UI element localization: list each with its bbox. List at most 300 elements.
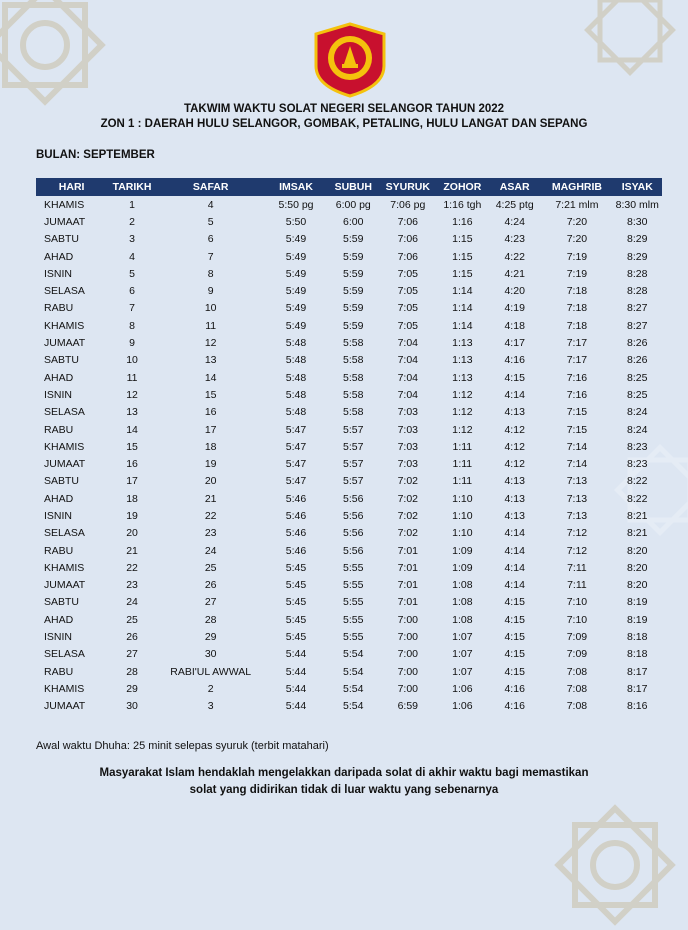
cell-maghrib: 7:19 [566, 250, 588, 263]
col-hari: HARI [36, 178, 107, 196]
cell-asar: 4:20 [504, 285, 525, 298]
table-row [36, 248, 662, 265]
cell-hari: ISNIN [44, 267, 73, 280]
cell-safar: 17 [204, 423, 217, 436]
cell-zohor: 1:14 [452, 319, 473, 332]
month-label: BULAN: SEPTEMBER [36, 149, 155, 161]
cell-tarikh: 7 [129, 302, 135, 315]
cell-asar: 4:24 [504, 215, 525, 228]
cell-safar: 18 [204, 440, 217, 453]
cell-imsak: 5:48 [285, 337, 307, 350]
cell-maghrib: 7:14 [566, 440, 588, 453]
cell-syuruk: 7:02 [397, 492, 418, 505]
cell-zohor: 1:12 [452, 388, 473, 401]
cell-subuh: 5:59 [343, 319, 364, 332]
cell-asar: 4:13 [504, 406, 525, 419]
cell-imsak: 5:48 [285, 388, 307, 401]
cell-subuh: 5:54 [343, 682, 364, 695]
cell-zohor: 1:11 [452, 475, 473, 488]
cell-maghrib: 7:08 [566, 665, 588, 678]
cell-hari: SABTU [44, 354, 80, 367]
cell-hari: SELASA [44, 406, 85, 419]
cell-isyak: 8:25 [627, 388, 648, 401]
cell-safar: 15 [204, 388, 217, 401]
col-isyak: ISYAK [613, 178, 662, 196]
table-row [36, 369, 662, 386]
cell-maghrib: 7:20 [566, 215, 588, 228]
prayer-times-table [36, 178, 662, 715]
cell-hari: KHAMIS [44, 198, 85, 211]
cell-tarikh: 15 [126, 440, 138, 453]
cell-asar: 4:25 ptg [495, 198, 534, 211]
cell-syuruk: 7:03 [397, 423, 418, 436]
cell-asar: 4:15 [504, 648, 525, 661]
table-row [36, 559, 662, 576]
cell-hari: AHAD [44, 492, 74, 505]
cell-safar: 21 [204, 492, 217, 505]
cell-isyak: 8:27 [627, 302, 648, 315]
cell-hari: SABTU [44, 233, 80, 246]
cell-syuruk: 7:00 [397, 631, 418, 644]
cell-hari: SELASA [44, 285, 85, 298]
cell-syuruk: 7:03 [397, 458, 418, 471]
cell-isyak: 8:30 mlm [615, 198, 659, 211]
cell-isyak: 8:30 [627, 215, 648, 228]
cell-zohor: 1:07 [452, 631, 473, 644]
cell-subuh: 5:55 [343, 596, 364, 609]
reminder-message [0, 765, 688, 799]
cell-imsak: 5:49 [285, 250, 307, 263]
cell-syuruk: 7:04 [397, 388, 418, 401]
cell-hari: JUMAAT [44, 700, 86, 713]
table-row [36, 421, 662, 438]
cell-zohor: 1:14 [452, 285, 473, 298]
cell-safar: 24 [204, 544, 217, 557]
cell-tarikh: 18 [126, 492, 138, 505]
cell-asar: 4:14 [504, 544, 525, 557]
cell-maghrib: 7:08 [566, 682, 588, 695]
cell-imsak: 5:44 [285, 665, 307, 678]
cell-imsak: 5:49 [285, 267, 307, 280]
cell-subuh: 5:57 [343, 458, 364, 471]
selangor-crest-logo [310, 22, 390, 98]
cell-syuruk: 7:00 [397, 665, 418, 678]
cell-imsak: 5:46 [285, 509, 307, 522]
table-row [36, 438, 662, 455]
cell-tarikh: 26 [126, 631, 138, 644]
cell-subuh: 5:55 [343, 561, 364, 574]
star-pattern-decoration-bottom-right [520, 790, 688, 930]
table-row [36, 490, 662, 507]
cell-syuruk: 7:01 [397, 579, 418, 592]
table-row [36, 404, 662, 421]
cell-zohor: 1:07 [452, 648, 473, 661]
cell-imsak: 5:45 [285, 613, 307, 626]
cell-isyak: 8:29 [627, 233, 648, 246]
cell-tarikh: 9 [129, 337, 135, 350]
cell-maghrib: 7:16 [566, 388, 588, 401]
cell-isyak: 8:23 [627, 458, 648, 471]
cell-syuruk: 7:06 [397, 250, 418, 263]
table-row [36, 196, 662, 213]
cell-zohor: 1:12 [452, 406, 473, 419]
cell-maghrib: 7:12 [566, 527, 588, 540]
cell-safar: RABI'UL AWWAL [170, 665, 252, 678]
cell-syuruk: 7:02 [397, 527, 418, 540]
table-row [36, 680, 662, 697]
cell-syuruk: 7:03 [397, 406, 418, 419]
cell-asar: 4:12 [504, 423, 525, 436]
table-row [36, 628, 662, 645]
cell-maghrib: 7:18 [566, 302, 588, 315]
table-row [36, 473, 662, 490]
cell-imsak: 5:47 [285, 475, 307, 488]
cell-asar: 4:15 [504, 613, 525, 626]
cell-isyak: 8:26 [627, 337, 648, 350]
cell-zohor: 1:07 [452, 665, 473, 678]
table-row [36, 317, 662, 334]
cell-tarikh: 27 [126, 648, 138, 661]
cell-subuh: 5:58 [343, 371, 364, 384]
cell-isyak: 8:20 [627, 561, 648, 574]
reminder-line-1: Masyarakat Islam hendaklah mengelakkan daripada solat di akhir waktu bagi memastikan [99, 767, 589, 779]
cell-zohor: 1:11 [452, 458, 473, 471]
cell-safar: 6 [207, 233, 214, 246]
table-row [36, 577, 662, 594]
cell-tarikh: 13 [126, 406, 138, 419]
cell-subuh: 5:59 [343, 267, 364, 280]
cell-isyak: 8:24 [627, 406, 648, 419]
cell-imsak: 5:49 [285, 233, 307, 246]
cell-maghrib: 7:16 [566, 371, 588, 384]
zone-subtitle: ZON 1 : DAERAH HULU SELANGOR, GOMBAK, PETALING, HULU LANGAT DAN SEPANG [100, 118, 588, 130]
cell-zohor: 1:14 [452, 302, 473, 315]
reminder-line-2: solat yang didirikan tidak di luar waktu yang sebenarnya [189, 784, 499, 796]
col-safar: SAFAR [157, 178, 265, 196]
cell-asar: 4:15 [504, 631, 525, 644]
cell-imsak: 5:46 [285, 492, 307, 505]
table-row [36, 594, 662, 611]
cell-subuh: 5:55 [343, 631, 364, 644]
cell-subuh: 5:54 [343, 648, 364, 661]
cell-imsak: 5:45 [285, 631, 307, 644]
cell-zohor: 1:08 [452, 596, 473, 609]
cell-safar: 13 [204, 354, 217, 367]
cell-subuh: 5:57 [343, 440, 364, 453]
cell-imsak: 5:49 [285, 319, 307, 332]
cell-zohor: 1:16 [452, 215, 473, 228]
cell-maghrib: 7:21 mlm [555, 198, 599, 211]
cell-tarikh: 22 [126, 561, 138, 574]
cell-safar: 2 [207, 682, 214, 695]
cell-subuh: 5:58 [343, 354, 364, 367]
cell-zohor: 1:10 [452, 492, 473, 505]
cell-tarikh: 14 [126, 423, 138, 436]
cell-subuh: 6:00 [343, 215, 364, 228]
table-row [36, 698, 662, 715]
cell-maghrib: 7:18 [566, 285, 588, 298]
cell-asar: 4:12 [504, 440, 525, 453]
cell-hari: SABTU [44, 596, 80, 609]
cell-asar: 4:15 [504, 371, 525, 384]
cell-hari: JUMAAT [44, 337, 86, 350]
cell-tarikh: 8 [129, 319, 135, 332]
cell-imsak: 5:45 [285, 579, 307, 592]
cell-asar: 4:22 [504, 250, 525, 263]
cell-syuruk: 7:06 [397, 215, 418, 228]
table-row [36, 334, 662, 351]
cell-zohor: 1:12 [452, 423, 473, 436]
cell-tarikh: 24 [126, 596, 138, 609]
cell-subuh: 5:58 [343, 406, 364, 419]
cell-maghrib: 7:20 [566, 233, 588, 246]
cell-isyak: 8:22 [627, 475, 648, 488]
cell-syuruk: 7:00 [397, 682, 418, 695]
cell-subuh: 5:55 [343, 579, 364, 592]
cell-subuh: 5:59 [343, 302, 364, 315]
cell-safar: 30 [204, 648, 217, 661]
dhuha-note: Awal waktu Dhuha: 25 minit selepas syuruk (terbit matahari) [36, 740, 329, 752]
cell-tarikh: 12 [126, 388, 138, 401]
table-row [36, 611, 662, 628]
cell-hari: AHAD [44, 613, 74, 626]
cell-zohor: 1:06 [452, 700, 473, 713]
cell-maghrib: 7:17 [566, 337, 588, 350]
cell-isyak: 8:26 [627, 354, 648, 367]
cell-hari: RABU [44, 423, 74, 436]
col-imsak: IMSAK [265, 178, 328, 196]
cell-tarikh: 6 [129, 285, 135, 298]
cell-hari: SELASA [44, 648, 85, 661]
cell-tarikh: 20 [126, 527, 138, 540]
cell-imsak: 5:45 [285, 596, 307, 609]
cell-safar: 7 [207, 250, 214, 263]
cell-imsak: 5:44 [285, 648, 307, 661]
cell-tarikh: 16 [126, 458, 138, 471]
cell-imsak: 5:48 [285, 371, 307, 384]
cell-asar: 4:16 [504, 354, 525, 367]
cell-subuh: 5:54 [343, 665, 364, 678]
cell-asar: 4:12 [504, 458, 525, 471]
cell-zohor: 1:11 [452, 440, 473, 453]
cell-subuh: 5:54 [343, 700, 364, 713]
cell-syuruk: 7:03 [397, 440, 418, 453]
cell-hari: RABU [44, 544, 74, 557]
cell-safar: 16 [204, 406, 217, 419]
cell-isyak: 8:17 [627, 665, 648, 678]
col-tarikh: TARIKH [107, 178, 157, 196]
cell-subuh: 5:59 [343, 250, 364, 263]
cell-tarikh: 1 [129, 198, 135, 211]
cell-asar: 4:15 [504, 665, 525, 678]
cell-maghrib: 7:15 [566, 423, 588, 436]
cell-maghrib: 7:13 [566, 509, 588, 522]
cell-syuruk: 7:01 [397, 561, 418, 574]
table-row [36, 265, 662, 282]
cell-subuh: 5:56 [343, 527, 364, 540]
cell-imsak: 5:47 [285, 440, 307, 453]
cell-syuruk: 7:06 [397, 233, 418, 246]
cell-imsak: 5:44 [285, 700, 307, 713]
cell-zohor: 1:13 [452, 354, 473, 367]
cell-safar: 19 [204, 458, 217, 471]
cell-safar: 29 [204, 631, 217, 644]
cell-imsak: 5:46 [285, 544, 307, 557]
cell-imsak: 5:44 [285, 682, 307, 695]
cell-isyak: 8:17 [627, 682, 648, 695]
cell-syuruk: 7:04 [397, 371, 418, 384]
star-pattern-decoration-top-right [560, 0, 688, 100]
cell-safar: 20 [204, 475, 217, 488]
cell-syuruk: 7:04 [397, 354, 418, 367]
cell-imsak: 5:48 [285, 406, 307, 419]
cell-asar: 4:14 [504, 388, 525, 401]
cell-maghrib: 7:15 [566, 406, 588, 419]
cell-hari: KHAMIS [44, 319, 85, 332]
table-header-row [36, 178, 662, 196]
cell-imsak: 5:48 [285, 354, 307, 367]
col-asar: ASAR [488, 178, 541, 196]
cell-safar: 5 [207, 215, 214, 228]
cell-zohor: 1:08 [452, 613, 473, 626]
cell-subuh: 5:58 [343, 337, 364, 350]
cell-hari: JUMAAT [44, 458, 86, 471]
cell-tarikh: 2 [129, 215, 135, 228]
cell-asar: 4:14 [504, 579, 525, 592]
cell-safar: 10 [204, 302, 217, 315]
cell-subuh: 5:59 [343, 285, 364, 298]
cell-asar: 4:18 [504, 319, 525, 332]
cell-subuh: 5:57 [343, 423, 364, 436]
cell-safar: 28 [204, 613, 217, 626]
cell-safar: 11 [205, 319, 217, 332]
cell-safar: 27 [204, 596, 217, 609]
cell-isyak: 8:24 [627, 423, 648, 436]
cell-zohor: 1:13 [452, 337, 473, 350]
cell-imsak: 5:50 [285, 215, 307, 228]
cell-safar: 8 [207, 267, 214, 280]
table-row [36, 663, 662, 680]
cell-asar: 4:14 [504, 527, 525, 540]
cell-maghrib: 7:12 [566, 544, 588, 557]
cell-hari: AHAD [44, 371, 74, 384]
cell-zohor: 1:10 [452, 527, 473, 540]
cell-hari: AHAD [44, 250, 74, 263]
cell-isyak: 8:18 [627, 648, 648, 661]
table-row [36, 213, 662, 230]
cell-syuruk: 7:02 [397, 509, 418, 522]
cell-zohor: 1:15 [452, 267, 473, 280]
cell-maghrib: 7:17 [566, 354, 588, 367]
cell-syuruk: 7:00 [397, 648, 418, 661]
cell-tarikh: 4 [129, 250, 135, 263]
cell-asar: 4:21 [504, 267, 525, 280]
cell-maghrib: 7:08 [566, 700, 588, 713]
cell-isyak: 8:16 [627, 700, 648, 713]
table-row [36, 282, 662, 299]
cell-asar: 4:13 [504, 475, 525, 488]
cell-hari: KHAMIS [44, 440, 85, 453]
cell-syuruk: 6:59 [397, 700, 418, 713]
cell-hari: JUMAAT [44, 215, 86, 228]
cell-asar: 4:13 [504, 509, 525, 522]
cell-safar: 9 [207, 285, 214, 298]
table-row [36, 542, 662, 559]
cell-tarikh: 3 [129, 233, 135, 246]
cell-asar: 4:23 [504, 233, 525, 246]
table-row [36, 525, 662, 542]
cell-asar: 4:13 [504, 492, 525, 505]
cell-syuruk: 7:05 [397, 302, 418, 315]
col-zohor: ZOHOR [437, 178, 489, 196]
cell-syuruk: 7:05 [397, 267, 418, 280]
cell-syuruk: 7:02 [397, 475, 418, 488]
col-maghrib: MAGHRIB [541, 178, 612, 196]
cell-isyak: 8:21 [627, 527, 648, 540]
cell-maghrib: 7:13 [566, 492, 588, 505]
cell-maghrib: 7:09 [566, 631, 588, 644]
table-row [36, 231, 662, 248]
cell-zohor: 1:16 tgh [443, 198, 482, 211]
cell-safar: 4 [207, 198, 214, 211]
cell-isyak: 8:22 [627, 492, 648, 505]
cell-tarikh: 17 [126, 475, 138, 488]
cell-subuh: 5:58 [343, 388, 364, 401]
cell-asar: 4:19 [504, 302, 525, 315]
cell-tarikh: 11 [126, 371, 138, 384]
cell-safar: 14 [204, 371, 217, 384]
cell-syuruk: 7:01 [397, 544, 418, 557]
cell-tarikh: 23 [126, 579, 138, 592]
cell-isyak: 8:20 [627, 579, 648, 592]
cell-isyak: 8:20 [627, 544, 648, 557]
cell-imsak: 5:47 [285, 458, 307, 471]
cell-isyak: 8:29 [627, 250, 648, 263]
cell-syuruk: 7:00 [397, 613, 418, 626]
cell-hari: SABTU [44, 475, 80, 488]
cell-hari: KHAMIS [44, 682, 85, 695]
cell-asar: 4:15 [504, 596, 525, 609]
table-body [36, 196, 662, 715]
cell-safar: 12 [204, 337, 217, 350]
cell-tarikh: 29 [126, 682, 138, 695]
cell-safar: 22 [204, 509, 217, 522]
table-row [36, 300, 662, 317]
table-row [36, 455, 662, 472]
table-row [36, 386, 662, 403]
cell-zohor: 1:15 [452, 233, 473, 246]
cell-subuh: 5:59 [343, 233, 364, 246]
cell-tarikh: 21 [126, 544, 138, 557]
cell-zohor: 1:15 [452, 250, 473, 263]
cell-imsak: 5:50 pg [278, 198, 314, 211]
cell-isyak: 8:28 [627, 267, 648, 280]
cell-syuruk: 7:05 [397, 319, 418, 332]
cell-asar: 4:17 [504, 337, 525, 350]
cell-subuh: 5:57 [343, 475, 364, 488]
cell-zohor: 1:13 [452, 371, 473, 384]
cell-maghrib: 7:19 [566, 267, 588, 280]
cell-hari: ISNIN [44, 509, 73, 522]
cell-isyak: 8:19 [627, 596, 648, 609]
cell-isyak: 8:25 [627, 371, 648, 384]
cell-hari: RABU [44, 665, 74, 678]
cell-tarikh: 19 [126, 509, 138, 522]
cell-safar: 25 [204, 561, 217, 574]
cell-maghrib: 7:13 [566, 475, 588, 488]
cell-imsak: 5:47 [285, 423, 307, 436]
cell-imsak: 5:46 [285, 527, 307, 540]
